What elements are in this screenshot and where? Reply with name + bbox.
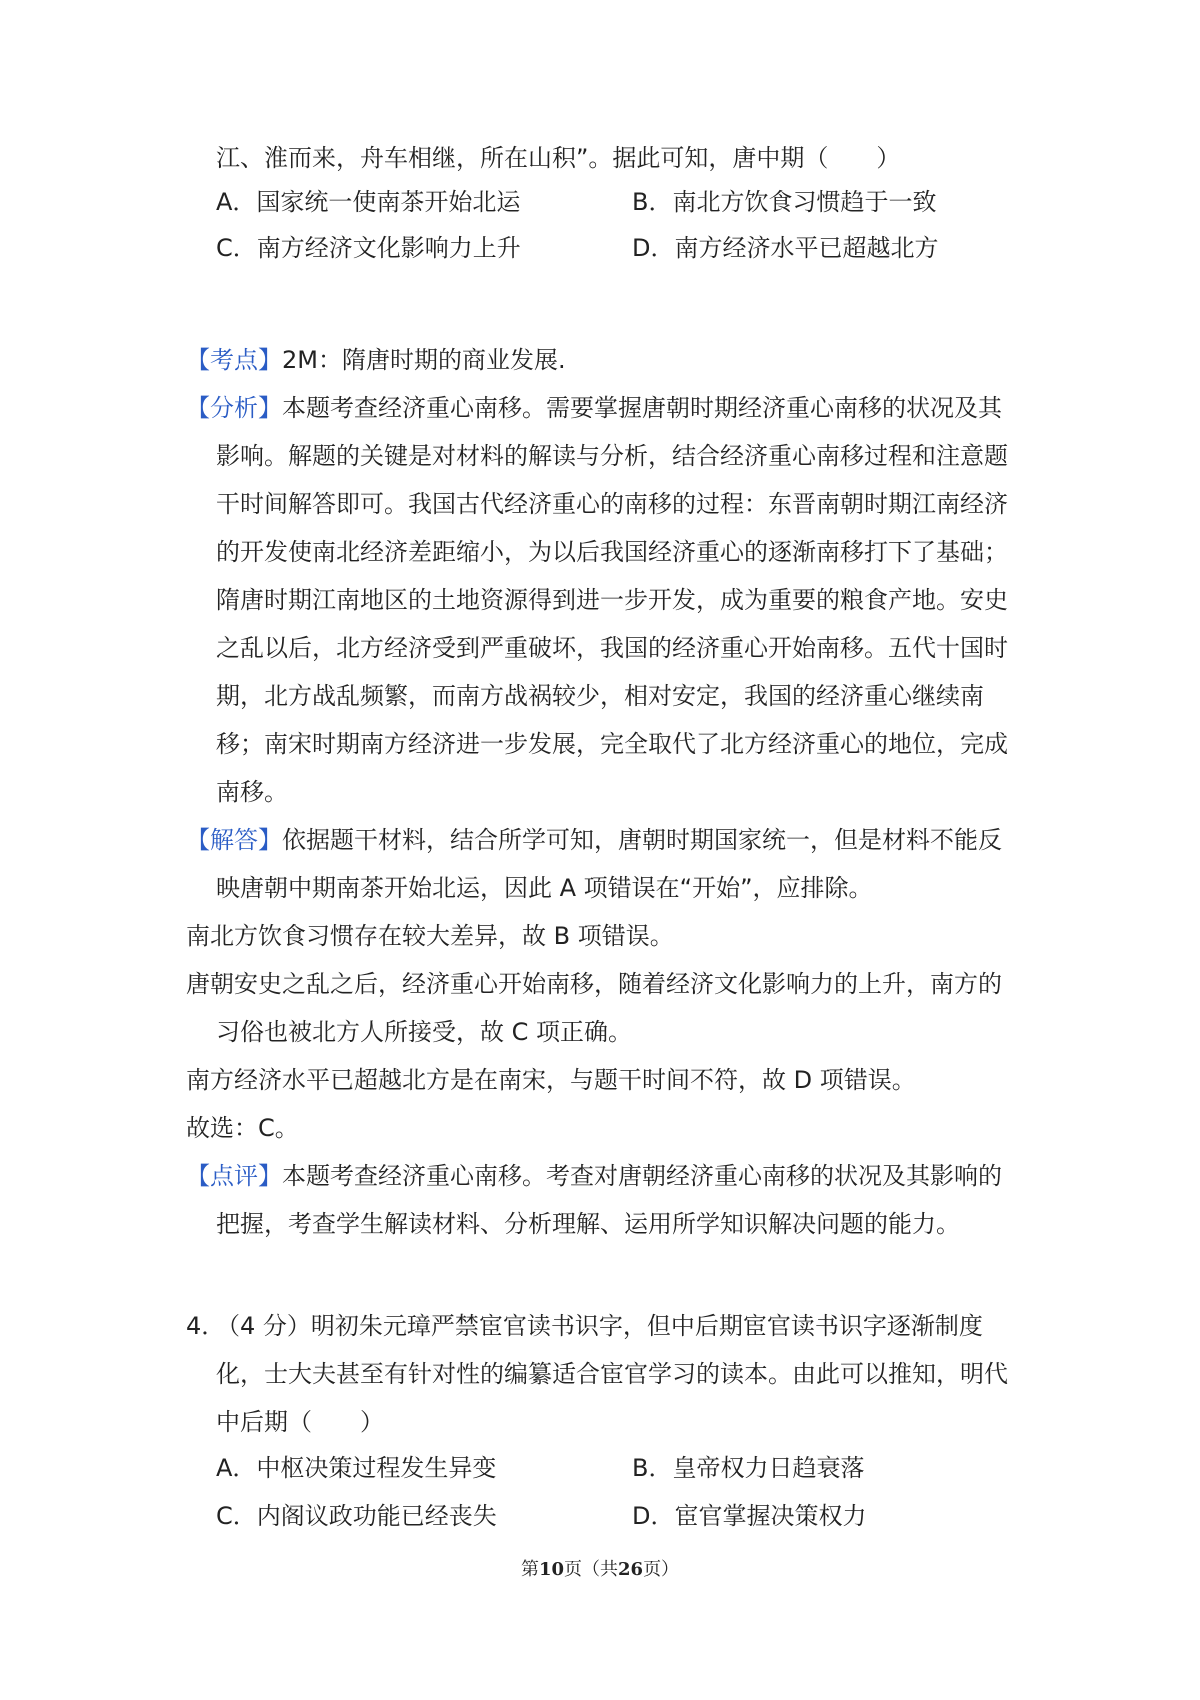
kaodian-text: 2M：隋唐时期的商业发展. — [282, 346, 566, 374]
kaodian-tag: 【考点】 — [186, 346, 282, 374]
footer-suffix: 页） — [643, 1559, 680, 1580]
option-text: 国家统一使南茶开始北运 — [256, 188, 521, 216]
q4-stem-text: （4 分）明初朱元璋严禁宦官读书识字，但中后期宦官读书识字逐渐制度 — [216, 1312, 983, 1340]
fenxi-line-8: 移；南宋时期南方经济进一步发展，完全取代了北方经济重心的地位，完成 — [216, 730, 1008, 758]
q3-option-a — [216, 186, 520, 218]
answer-line-2: 唐朝安史之乱之后，经济重心开始南移，随着经济文化影响力的上升，南方的 — [186, 970, 1002, 998]
q3-option-c — [216, 232, 521, 264]
answer-line-4: 南方经济水平已超越北方是在南宋，与题干时间不符，故 D 项错误。 — [186, 1066, 916, 1094]
option-text: 内阁议政功能已经丧失 — [256, 1502, 497, 1530]
q4-line-2: 化，士大夫甚至有针对性的编纂适合宦官学习的读本。由此可以推知，明代 — [216, 1360, 1008, 1388]
q4-option-a — [216, 1452, 496, 1484]
option-label: A． — [216, 1454, 257, 1482]
kaodian-section — [186, 344, 566, 376]
option-text: 南方经济文化影响力上升 — [256, 234, 521, 262]
q4-line-1 — [186, 1310, 983, 1342]
option-label: C． — [216, 1502, 257, 1530]
page-number: 10 — [538, 1559, 564, 1580]
q3-option-b — [632, 186, 936, 218]
option-text: 皇帝权力日趋衰落 — [672, 1454, 865, 1482]
option-label: B． — [632, 1454, 673, 1482]
fenxi-text: 本题考查经济重心南移。需要掌握唐朝时期经济重心南移的状况及其 — [282, 394, 1002, 422]
option-label: B． — [632, 188, 673, 216]
fenxi-line-2: 影响。解题的关键是对材料的解读与分析，结合经济重心南移过程和注意题 — [216, 442, 1008, 470]
q4-number: 4． — [186, 1312, 226, 1340]
total-pages: 26 — [618, 1559, 644, 1580]
option-label: C． — [216, 234, 257, 262]
option-label: D． — [632, 1502, 675, 1530]
fenxi-tag: 【分析】 — [186, 394, 282, 422]
option-text: 中枢决策过程发生异变 — [256, 1454, 497, 1482]
q4-option-d — [632, 1500, 866, 1532]
answer-line-1: 南北方饮食习惯存在较大差异，故 B 项错误。 — [186, 922, 674, 950]
jieda-tag: 【解答】 — [186, 826, 282, 854]
fenxi-line-4: 的开发使南北经济差距缩小，为以后我国经济重心的逐渐南移打下了基础； — [216, 538, 1008, 566]
dianping-tag: 【点评】 — [186, 1162, 282, 1190]
footer-middle: 页（共 — [564, 1559, 618, 1580]
fenxi-line-7: 期，北方战乱频繁，而南方战祸较少，相对安定，我国的经济重心继续南 — [216, 682, 984, 710]
fenxi-line-1 — [186, 392, 1002, 424]
option-label: D． — [632, 234, 675, 262]
dianping-text: 本题考查经济重心南移。考查对唐朝经济重心南移的状况及其影响的 — [282, 1162, 1002, 1190]
fenxi-line-9: 南移。 — [216, 778, 288, 806]
fenxi-line-5: 隋唐时期江南地区的土地资源得到进一步开发，成为重要的粮食产地。安史 — [216, 586, 1008, 614]
q3-option-d — [632, 232, 938, 264]
answer-line-5: 故选：C。 — [186, 1114, 299, 1142]
page-footer — [0, 1555, 1200, 1581]
jieda-line-1 — [186, 824, 1002, 856]
option-label: A． — [216, 188, 257, 216]
q4-option-c — [216, 1500, 497, 1532]
q4-line-3: 中后期（ ） — [216, 1408, 384, 1436]
option-text: 南北方饮食习惯趋于一致 — [672, 188, 937, 216]
option-text: 宦官掌握决策权力 — [674, 1502, 867, 1530]
option-text: 南方经济水平已超越北方 — [674, 234, 939, 262]
dianping-line-1 — [186, 1160, 1002, 1192]
fenxi-line-3: 干时间解答即可。我国古代经济重心的南移的过程：东晋南朝时期江南经济 — [216, 490, 1008, 518]
fenxi-line-6: 之乱以后，北方经济受到严重破坏，我国的经济重心开始南移。五代十国时 — [216, 634, 1008, 662]
answer-line-3: 习俗也被北方人所接受，故 C 项正确。 — [216, 1018, 633, 1046]
dianping-line-2: 把握，考查学生解读材料、分析理解、运用所学知识解决问题的能力。 — [216, 1210, 960, 1238]
q4-option-b — [632, 1452, 864, 1484]
jieda-text: 依据题干材料，结合所学可知，唐朝时期国家统一，但是材料不能反 — [282, 826, 1002, 854]
footer-prefix: 第 — [520, 1559, 539, 1580]
jieda-line-2: 映唐朝中期南茶开始北运，因此 A 项错误在“开始”，应排除。 — [216, 874, 873, 902]
q3-stem-tail: 江、淮而来，舟车相继，所在山积”。据此可知，唐中期（ ） — [216, 144, 901, 172]
